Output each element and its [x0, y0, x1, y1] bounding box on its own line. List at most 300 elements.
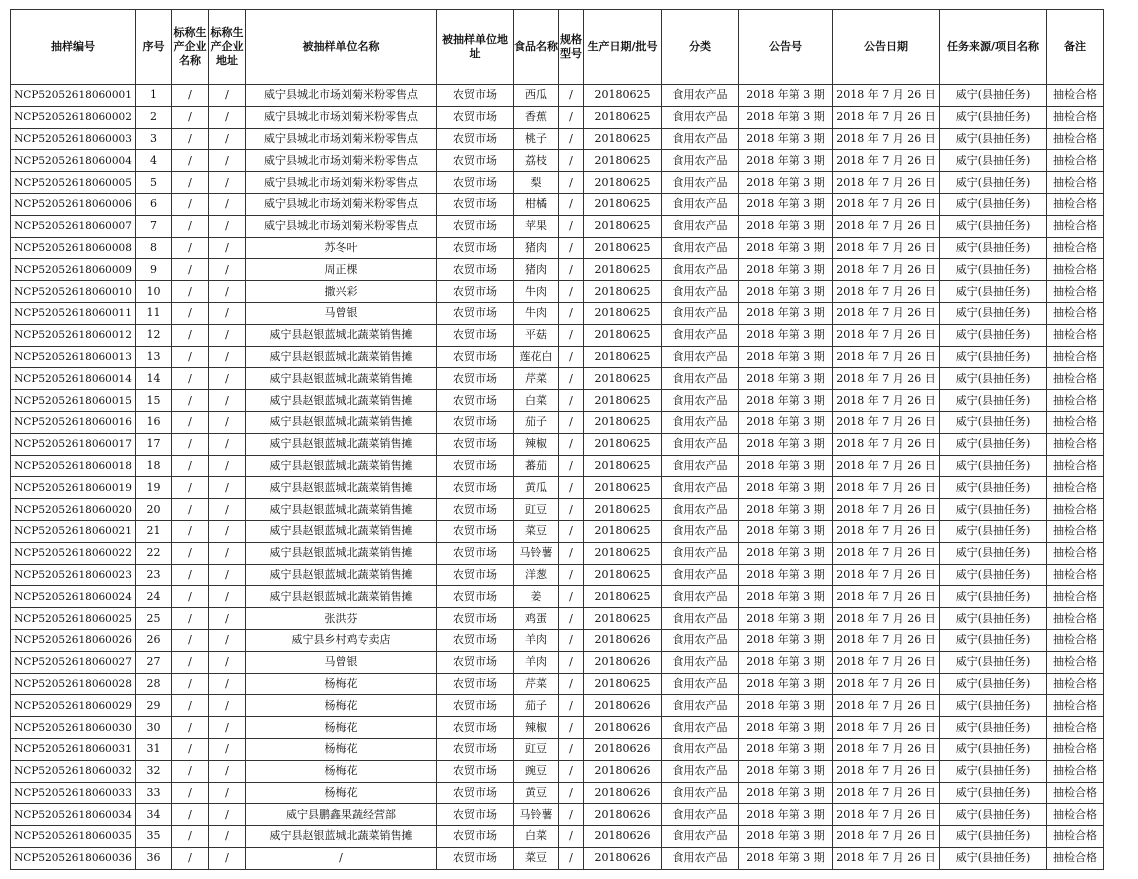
- category-cell: 食用农产品: [662, 281, 739, 303]
- announcement-no-cell: 2018 年第 3 期: [739, 608, 833, 630]
- table-row: [11, 847, 1104, 869]
- sampled-unit-address-cell: 农贸市场: [437, 455, 514, 477]
- sample-id-cell: NCP52052618060014: [11, 368, 136, 390]
- food-name-cell: 猪肉: [514, 237, 559, 259]
- production-date-cell: 20180625: [584, 455, 662, 477]
- manufacturer-name-cell: /: [172, 564, 209, 586]
- sample-id-cell: NCP52052618060023: [11, 564, 136, 586]
- manufacturer-address-cell: /: [209, 542, 246, 564]
- announcement-date-cell: 2018 年 7 月 26 日: [833, 760, 940, 782]
- task-source-cell: 威宁(县抽任务): [940, 520, 1047, 542]
- task-source-cell: 威宁(县抽任务): [940, 390, 1047, 412]
- sampled-unit-name-cell: 马曾银: [246, 302, 437, 324]
- spec-model-cell: /: [559, 172, 584, 194]
- category-cell: 食用农产品: [662, 433, 739, 455]
- manufacturer-name-cell: /: [172, 193, 209, 215]
- sampled-unit-name-cell: 威宁县赵银蓝城北蔬菜销售摊: [246, 477, 437, 499]
- task-source-cell: 威宁(县抽任务): [940, 717, 1047, 739]
- announcement-date-cell: 2018 年 7 月 26 日: [833, 564, 940, 586]
- task-source-cell: 威宁(县抽任务): [940, 368, 1047, 390]
- manufacturer-address-cell: /: [209, 150, 246, 172]
- table-row: [11, 455, 1104, 477]
- spec-model-cell: /: [559, 760, 584, 782]
- manufacturer-name-cell: /: [172, 390, 209, 412]
- table-row: [11, 629, 1104, 651]
- food-name-cell: 鸡蛋: [514, 608, 559, 630]
- production-date-cell: 20180625: [584, 608, 662, 630]
- manufacturer-name-cell: /: [172, 738, 209, 760]
- announcement-date-cell: 2018 年 7 月 26 日: [833, 520, 940, 542]
- spec-model-cell: /: [559, 411, 584, 433]
- spec-model-cell: /: [559, 738, 584, 760]
- sample-id-cell: NCP52052618060013: [11, 346, 136, 368]
- task-source-cell: 威宁(县抽任务): [940, 324, 1047, 346]
- spec-model-cell: /: [559, 150, 584, 172]
- announcement-date-cell: 2018 年 7 月 26 日: [833, 150, 940, 172]
- sampled-unit-name-cell: 威宁县乡村鸡专卖店: [246, 629, 437, 651]
- food-name-cell: 芹菜: [514, 368, 559, 390]
- category-cell: 食用农产品: [662, 586, 739, 608]
- sampled-unit-address-cell: 农贸市场: [437, 695, 514, 717]
- spec-model-cell: /: [559, 782, 584, 804]
- manufacturer-name-cell: /: [172, 804, 209, 826]
- announcement-no-cell: 2018 年第 3 期: [739, 128, 833, 150]
- manufacturer-name-cell: /: [172, 847, 209, 869]
- header-spec-model: 规格型号: [559, 10, 584, 85]
- seq-no-cell: 6: [136, 193, 172, 215]
- food-name-cell: 猪肉: [514, 259, 559, 281]
- sample-id-cell: NCP52052618060015: [11, 390, 136, 412]
- manufacturer-address-cell: /: [209, 324, 246, 346]
- spec-model-cell: /: [559, 302, 584, 324]
- seq-no-cell: 9: [136, 259, 172, 281]
- remarks-cell: 抽检合格: [1047, 782, 1104, 804]
- spec-model-cell: /: [559, 455, 584, 477]
- production-date-cell: 20180626: [584, 826, 662, 848]
- manufacturer-name-cell: /: [172, 782, 209, 804]
- header-seq-no: 序号: [136, 10, 172, 85]
- seq-no-cell: 17: [136, 433, 172, 455]
- seq-no-cell: 32: [136, 760, 172, 782]
- remarks-cell: 抽检合格: [1047, 499, 1104, 521]
- announcement-no-cell: 2018 年第 3 期: [739, 237, 833, 259]
- manufacturer-name-cell: /: [172, 324, 209, 346]
- announcement-date-cell: 2018 年 7 月 26 日: [833, 259, 940, 281]
- sample-id-cell: NCP52052618060017: [11, 433, 136, 455]
- table-row: [11, 259, 1104, 281]
- sampled-unit-name-cell: 周正棵: [246, 259, 437, 281]
- table-row: [11, 499, 1104, 521]
- table-row: [11, 826, 1104, 848]
- announcement-date-cell: 2018 年 7 月 26 日: [833, 346, 940, 368]
- manufacturer-name-cell: /: [172, 717, 209, 739]
- announcement-no-cell: 2018 年第 3 期: [739, 651, 833, 673]
- remarks-cell: 抽检合格: [1047, 85, 1104, 107]
- production-date-cell: 20180625: [584, 172, 662, 194]
- food-name-cell: 白菜: [514, 390, 559, 412]
- remarks-cell: 抽检合格: [1047, 281, 1104, 303]
- spec-model-cell: /: [559, 85, 584, 107]
- sample-id-cell: NCP52052618060012: [11, 324, 136, 346]
- category-cell: 食用农产品: [662, 651, 739, 673]
- seq-no-cell: 1: [136, 85, 172, 107]
- sampled-unit-name-cell: 杨梅花: [246, 760, 437, 782]
- header-manufacturer-name: 标称生产企业名称: [172, 10, 209, 85]
- category-cell: 食用农产品: [662, 85, 739, 107]
- sampled-unit-name-cell: 张洪芬: [246, 608, 437, 630]
- manufacturer-name-cell: /: [172, 281, 209, 303]
- production-date-cell: 20180625: [584, 346, 662, 368]
- seq-no-cell: 14: [136, 368, 172, 390]
- manufacturer-name-cell: /: [172, 368, 209, 390]
- sampled-unit-address-cell: 农贸市场: [437, 193, 514, 215]
- manufacturer-name-cell: /: [172, 455, 209, 477]
- category-cell: 食用农产品: [662, 695, 739, 717]
- spec-model-cell: /: [559, 390, 584, 412]
- food-name-cell: 姜: [514, 586, 559, 608]
- remarks-cell: 抽检合格: [1047, 695, 1104, 717]
- manufacturer-address-cell: /: [209, 477, 246, 499]
- announcement-no-cell: 2018 年第 3 期: [739, 85, 833, 107]
- sample-id-cell: NCP52052618060020: [11, 499, 136, 521]
- sampled-unit-name-cell: 威宁县赵银蓝城北蔬菜销售摊: [246, 324, 437, 346]
- manufacturer-name-cell: /: [172, 237, 209, 259]
- sampled-unit-name-cell: 威宁县赵银蓝城北蔬菜销售摊: [246, 368, 437, 390]
- production-date-cell: 20180625: [584, 390, 662, 412]
- announcement-no-cell: 2018 年第 3 期: [739, 760, 833, 782]
- table-row: [11, 760, 1104, 782]
- announcement-no-cell: 2018 年第 3 期: [739, 738, 833, 760]
- remarks-cell: 抽检合格: [1047, 586, 1104, 608]
- sampled-unit-name-cell: 威宁县城北市场刘菊米粉零售点: [246, 106, 437, 128]
- manufacturer-address-cell: /: [209, 237, 246, 259]
- table-row: [11, 673, 1104, 695]
- sampled-unit-address-cell: 农贸市场: [437, 651, 514, 673]
- sampled-unit-name-cell: 威宁县赵银蓝城北蔬菜销售摊: [246, 542, 437, 564]
- announcement-no-cell: 2018 年第 3 期: [739, 782, 833, 804]
- table-row: [11, 368, 1104, 390]
- sample-id-cell: NCP52052618060028: [11, 673, 136, 695]
- manufacturer-address-cell: /: [209, 455, 246, 477]
- remarks-cell: 抽检合格: [1047, 847, 1104, 869]
- production-date-cell: 20180626: [584, 695, 662, 717]
- food-name-cell: 桃子: [514, 128, 559, 150]
- manufacturer-address-cell: /: [209, 215, 246, 237]
- manufacturer-address-cell: /: [209, 259, 246, 281]
- sample-id-cell: NCP52052618060022: [11, 542, 136, 564]
- task-source-cell: 威宁(县抽任务): [940, 433, 1047, 455]
- task-source-cell: 威宁(县抽任务): [940, 629, 1047, 651]
- spec-model-cell: /: [559, 477, 584, 499]
- header-food-name: 食品名称: [514, 10, 559, 85]
- production-date-cell: 20180625: [584, 477, 662, 499]
- sampled-unit-name-cell: 杨梅花: [246, 695, 437, 717]
- production-date-cell: 20180625: [584, 237, 662, 259]
- announcement-no-cell: 2018 年第 3 期: [739, 477, 833, 499]
- category-cell: 食用农产品: [662, 259, 739, 281]
- production-date-cell: 20180625: [584, 128, 662, 150]
- seq-no-cell: 8: [136, 237, 172, 259]
- seq-no-cell: 28: [136, 673, 172, 695]
- announcement-date-cell: 2018 年 7 月 26 日: [833, 586, 940, 608]
- announcement-no-cell: 2018 年第 3 期: [739, 193, 833, 215]
- sampled-unit-name-cell: 苏冬叶: [246, 237, 437, 259]
- remarks-cell: 抽检合格: [1047, 629, 1104, 651]
- announcement-date-cell: 2018 年 7 月 26 日: [833, 302, 940, 324]
- remarks-cell: 抽检合格: [1047, 215, 1104, 237]
- category-cell: 食用农产品: [662, 150, 739, 172]
- seq-no-cell: 22: [136, 542, 172, 564]
- task-source-cell: 威宁(县抽任务): [940, 85, 1047, 107]
- manufacturer-address-cell: /: [209, 193, 246, 215]
- seq-no-cell: 20: [136, 499, 172, 521]
- manufacturer-address-cell: /: [209, 128, 246, 150]
- sampled-unit-name-cell: 威宁县赵银蓝城北蔬菜销售摊: [246, 390, 437, 412]
- remarks-cell: 抽检合格: [1047, 237, 1104, 259]
- task-source-cell: 威宁(县抽任务): [940, 608, 1047, 630]
- sampled-unit-name-cell: 马曾银: [246, 651, 437, 673]
- announcement-date-cell: 2018 年 7 月 26 日: [833, 847, 940, 869]
- manufacturer-address-cell: /: [209, 782, 246, 804]
- production-date-cell: 20180625: [584, 586, 662, 608]
- table-row: [11, 695, 1104, 717]
- announcement-no-cell: 2018 年第 3 期: [739, 847, 833, 869]
- sampled-unit-address-cell: 农贸市场: [437, 85, 514, 107]
- remarks-cell: 抽检合格: [1047, 826, 1104, 848]
- spec-model-cell: /: [559, 259, 584, 281]
- remarks-cell: 抽检合格: [1047, 564, 1104, 586]
- category-cell: 食用农产品: [662, 215, 739, 237]
- seq-no-cell: 36: [136, 847, 172, 869]
- task-source-cell: 威宁(县抽任务): [940, 847, 1047, 869]
- remarks-cell: 抽检合格: [1047, 477, 1104, 499]
- announcement-date-cell: 2018 年 7 月 26 日: [833, 411, 940, 433]
- sampled-unit-name-cell: 威宁县赵银蓝城北蔬菜销售摊: [246, 499, 437, 521]
- sampled-unit-name-cell: 威宁县城北市场刘菊米粉零售点: [246, 150, 437, 172]
- header-category: 分类: [662, 10, 739, 85]
- seq-no-cell: 18: [136, 455, 172, 477]
- table-row: [11, 477, 1104, 499]
- header-sample-id: 抽样编号: [11, 10, 136, 85]
- manufacturer-address-cell: /: [209, 564, 246, 586]
- announcement-date-cell: 2018 年 7 月 26 日: [833, 128, 940, 150]
- manufacturer-address-cell: /: [209, 346, 246, 368]
- manufacturer-name-cell: /: [172, 128, 209, 150]
- sampled-unit-address-cell: 农贸市场: [437, 477, 514, 499]
- production-date-cell: 20180626: [584, 847, 662, 869]
- remarks-cell: 抽检合格: [1047, 542, 1104, 564]
- manufacturer-name-cell: /: [172, 760, 209, 782]
- sampled-unit-name-cell: 撒兴彩: [246, 281, 437, 303]
- seq-no-cell: 7: [136, 215, 172, 237]
- production-date-cell: 20180626: [584, 804, 662, 826]
- food-name-cell: 牛肉: [514, 281, 559, 303]
- spec-model-cell: /: [559, 281, 584, 303]
- seq-no-cell: 16: [136, 411, 172, 433]
- sampled-unit-address-cell: 农贸市场: [437, 564, 514, 586]
- food-name-cell: 豇豆: [514, 738, 559, 760]
- sample-id-cell: NCP52052618060024: [11, 586, 136, 608]
- sample-id-cell: NCP52052618060006: [11, 193, 136, 215]
- production-date-cell: 20180626: [584, 651, 662, 673]
- sampled-unit-name-cell: 威宁县赵银蓝城北蔬菜销售摊: [246, 346, 437, 368]
- manufacturer-address-cell: /: [209, 804, 246, 826]
- sampled-unit-address-cell: 农贸市场: [437, 738, 514, 760]
- spec-model-cell: /: [559, 324, 584, 346]
- announcement-date-cell: 2018 年 7 月 26 日: [833, 782, 940, 804]
- announcement-no-cell: 2018 年第 3 期: [739, 411, 833, 433]
- task-source-cell: 威宁(县抽任务): [940, 346, 1047, 368]
- seq-no-cell: 31: [136, 738, 172, 760]
- task-source-cell: 威宁(县抽任务): [940, 738, 1047, 760]
- remarks-cell: 抽检合格: [1047, 302, 1104, 324]
- manufacturer-address-cell: /: [209, 106, 246, 128]
- task-source-cell: 威宁(县抽任务): [940, 542, 1047, 564]
- spec-model-cell: /: [559, 193, 584, 215]
- food-name-cell: 豇豆: [514, 499, 559, 521]
- manufacturer-name-cell: /: [172, 586, 209, 608]
- task-source-cell: 威宁(县抽任务): [940, 411, 1047, 433]
- sampled-unit-address-cell: 农贸市场: [437, 782, 514, 804]
- sampled-unit-address-cell: 农贸市场: [437, 499, 514, 521]
- spec-model-cell: /: [559, 629, 584, 651]
- announcement-no-cell: 2018 年第 3 期: [739, 368, 833, 390]
- sampled-unit-address-cell: 农贸市场: [437, 586, 514, 608]
- spec-model-cell: /: [559, 608, 584, 630]
- manufacturer-name-cell: /: [172, 215, 209, 237]
- sample-id-cell: NCP52052618060004: [11, 150, 136, 172]
- seq-no-cell: 35: [136, 826, 172, 848]
- spec-model-cell: /: [559, 346, 584, 368]
- remarks-cell: 抽检合格: [1047, 804, 1104, 826]
- spec-model-cell: /: [559, 520, 584, 542]
- announcement-date-cell: 2018 年 7 月 26 日: [833, 85, 940, 107]
- seq-no-cell: 15: [136, 390, 172, 412]
- spec-model-cell: /: [559, 106, 584, 128]
- seq-no-cell: 10: [136, 281, 172, 303]
- task-source-cell: 威宁(县抽任务): [940, 193, 1047, 215]
- manufacturer-address-cell: /: [209, 629, 246, 651]
- manufacturer-name-cell: /: [172, 433, 209, 455]
- sample-id-cell: NCP52052618060016: [11, 411, 136, 433]
- task-source-cell: 威宁(县抽任务): [940, 172, 1047, 194]
- table-row: [11, 542, 1104, 564]
- seq-no-cell: 26: [136, 629, 172, 651]
- sample-id-cell: NCP52052618060018: [11, 455, 136, 477]
- manufacturer-name-cell: /: [172, 477, 209, 499]
- food-name-cell: 黄豆: [514, 782, 559, 804]
- production-date-cell: 20180625: [584, 106, 662, 128]
- manufacturer-name-cell: /: [172, 695, 209, 717]
- announcement-date-cell: 2018 年 7 月 26 日: [833, 804, 940, 826]
- category-cell: 食用农产品: [662, 760, 739, 782]
- spec-model-cell: /: [559, 847, 584, 869]
- table-row: [11, 237, 1104, 259]
- production-date-cell: 20180625: [584, 499, 662, 521]
- announcement-date-cell: 2018 年 7 月 26 日: [833, 629, 940, 651]
- spec-model-cell: /: [559, 542, 584, 564]
- announcement-date-cell: 2018 年 7 月 26 日: [833, 324, 940, 346]
- sample-id-cell: NCP52052618060029: [11, 695, 136, 717]
- task-source-cell: 威宁(县抽任务): [940, 302, 1047, 324]
- announcement-date-cell: 2018 年 7 月 26 日: [833, 390, 940, 412]
- spec-model-cell: /: [559, 804, 584, 826]
- table-row: [11, 150, 1104, 172]
- sampled-unit-name-cell: 威宁县城北市场刘菊米粉零售点: [246, 128, 437, 150]
- category-cell: 食用农产品: [662, 411, 739, 433]
- sampled-unit-address-cell: 农贸市场: [437, 172, 514, 194]
- sampled-unit-address-cell: 农贸市场: [437, 215, 514, 237]
- category-cell: 食用农产品: [662, 608, 739, 630]
- seq-no-cell: 11: [136, 302, 172, 324]
- category-cell: 食用农产品: [662, 106, 739, 128]
- remarks-cell: 抽检合格: [1047, 324, 1104, 346]
- category-cell: 食用农产品: [662, 302, 739, 324]
- sample-id-cell: NCP52052618060027: [11, 651, 136, 673]
- manufacturer-name-cell: /: [172, 106, 209, 128]
- manufacturer-address-cell: /: [209, 608, 246, 630]
- table-body: [11, 85, 1104, 870]
- sampled-unit-address-cell: 农贸市场: [437, 847, 514, 869]
- sampled-unit-name-cell: 威宁县赵银蓝城北蔬菜销售摊: [246, 411, 437, 433]
- production-date-cell: 20180625: [584, 85, 662, 107]
- sampled-unit-name-cell: 威宁县鹏鑫果蔬经营部: [246, 804, 437, 826]
- task-source-cell: 威宁(县抽任务): [940, 695, 1047, 717]
- announcement-date-cell: 2018 年 7 月 26 日: [833, 717, 940, 739]
- header-announcement-no: 公告号: [739, 10, 833, 85]
- sampled-unit-name-cell: 杨梅花: [246, 673, 437, 695]
- production-date-cell: 20180625: [584, 564, 662, 586]
- remarks-cell: 抽检合格: [1047, 346, 1104, 368]
- remarks-cell: 抽检合格: [1047, 760, 1104, 782]
- task-source-cell: 威宁(县抽任务): [940, 499, 1047, 521]
- table-row: [11, 717, 1104, 739]
- announcement-date-cell: 2018 年 7 月 26 日: [833, 738, 940, 760]
- table-row: [11, 804, 1104, 826]
- food-name-cell: 梨: [514, 172, 559, 194]
- production-date-cell: 20180625: [584, 542, 662, 564]
- sampled-unit-name-cell: 威宁县城北市场刘菊米粉零售点: [246, 85, 437, 107]
- table-row: [11, 106, 1104, 128]
- production-date-cell: 20180626: [584, 760, 662, 782]
- sampled-unit-name-cell: 威宁县城北市场刘菊米粉零售点: [246, 172, 437, 194]
- manufacturer-address-cell: /: [209, 586, 246, 608]
- announcement-date-cell: 2018 年 7 月 26 日: [833, 281, 940, 303]
- remarks-cell: 抽检合格: [1047, 259, 1104, 281]
- food-name-cell: 香蕉: [514, 106, 559, 128]
- sample-id-cell: NCP52052618060033: [11, 782, 136, 804]
- category-cell: 食用农产品: [662, 499, 739, 521]
- sample-id-cell: NCP52052618060026: [11, 629, 136, 651]
- production-date-cell: 20180625: [584, 673, 662, 695]
- remarks-cell: 抽检合格: [1047, 608, 1104, 630]
- food-name-cell: 牛肉: [514, 302, 559, 324]
- remarks-cell: 抽检合格: [1047, 106, 1104, 128]
- table-row: [11, 738, 1104, 760]
- table-row: [11, 651, 1104, 673]
- production-date-cell: 20180625: [584, 302, 662, 324]
- sampled-unit-address-cell: 农贸市场: [437, 302, 514, 324]
- manufacturer-address-cell: /: [209, 390, 246, 412]
- sampled-unit-address-cell: 农贸市场: [437, 520, 514, 542]
- sampled-unit-name-cell: 杨梅花: [246, 717, 437, 739]
- seq-no-cell: 2: [136, 106, 172, 128]
- table-row: [11, 608, 1104, 630]
- category-cell: 食用农产品: [662, 324, 739, 346]
- production-date-cell: 20180625: [584, 215, 662, 237]
- announcement-date-cell: 2018 年 7 月 26 日: [833, 237, 940, 259]
- announcement-no-cell: 2018 年第 3 期: [739, 346, 833, 368]
